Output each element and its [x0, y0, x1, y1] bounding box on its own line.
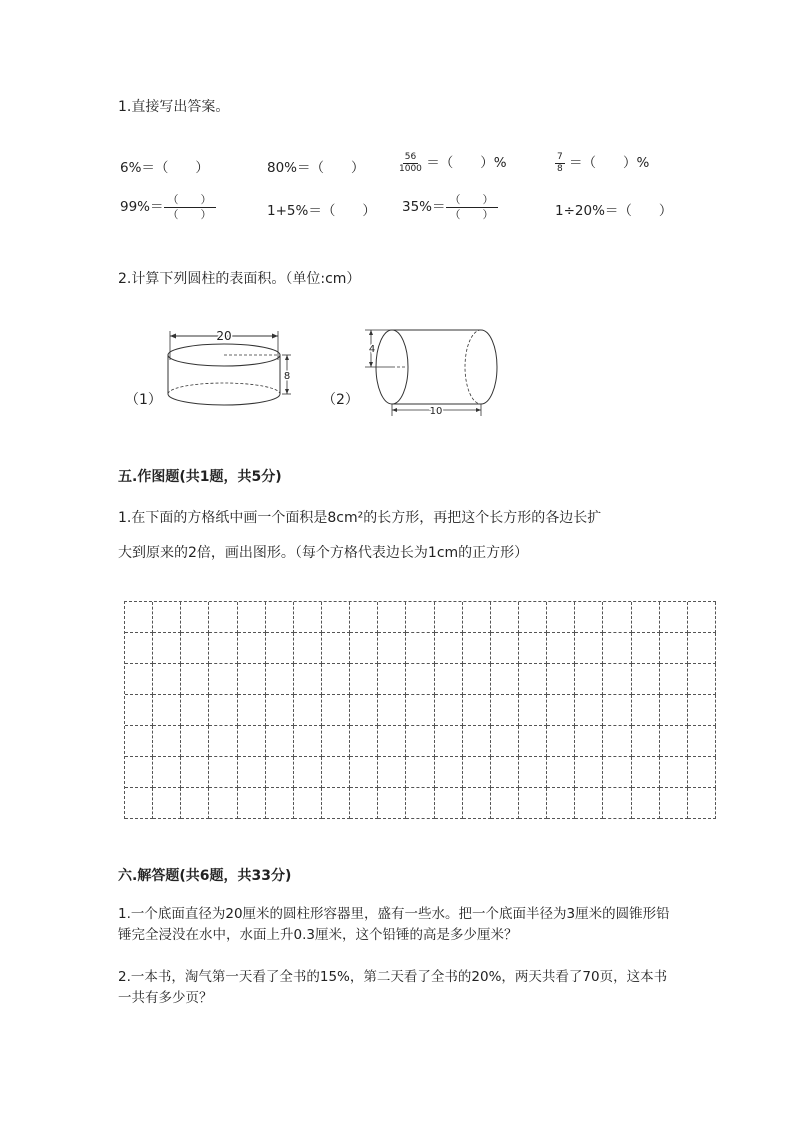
section-five-heading: 五.作图题(共1题，共5分)	[118, 469, 282, 485]
denominator: 8	[557, 163, 563, 174]
equation-80-percent: 80%＝（ ）	[267, 160, 365, 176]
grid-cell[interactable]	[153, 757, 181, 788]
grid-cell[interactable]	[209, 602, 237, 633]
grid-cell[interactable]	[406, 633, 434, 664]
grid-cell[interactable]	[688, 757, 716, 788]
grid-cell[interactable]	[153, 602, 181, 633]
grid-cell[interactable]	[632, 757, 660, 788]
grid-cell[interactable]	[688, 664, 716, 695]
grid-cell[interactable]	[181, 602, 209, 633]
grid-cell[interactable]	[266, 757, 294, 788]
grid-cell[interactable]	[238, 664, 266, 695]
grid-cell[interactable]	[125, 695, 153, 726]
grid-cell[interactable]	[575, 757, 603, 788]
section-six-question-2: 2.一本书，淘气第一天看了全书的15%，第二天看了全书的20%，两天共看了70页，这本书一共有多少页？	[118, 969, 668, 1006]
grid-cell[interactable]	[688, 633, 716, 664]
grid-cell[interactable]	[603, 664, 631, 695]
grid-cell[interactable]	[519, 664, 547, 695]
grid-cell[interactable]	[406, 664, 434, 695]
equation-1-plus-5-percent: 1+5%＝（ ）	[267, 203, 376, 219]
grid-cell[interactable]	[153, 664, 181, 695]
grid-cell[interactable]	[209, 695, 237, 726]
grid-cell[interactable]	[406, 757, 434, 788]
grid-cell[interactable]	[322, 726, 350, 757]
grid-cell[interactable]	[688, 726, 716, 757]
equation-fraction-56-1000	[399, 151, 507, 174]
grid-cell[interactable]	[209, 757, 237, 788]
grid-cell[interactable]	[519, 726, 547, 757]
grid-cell[interactable]	[350, 726, 378, 757]
grid-cell[interactable]	[575, 602, 603, 633]
grid-cell[interactable]	[547, 602, 575, 633]
grid-cell[interactable]	[688, 695, 716, 726]
grid-cell[interactable]	[238, 695, 266, 726]
grid-cell[interactable]	[266, 726, 294, 757]
grid-cell[interactable]	[322, 664, 350, 695]
grid-cell[interactable]	[575, 788, 603, 819]
grid-cell[interactable]	[209, 633, 237, 664]
grid-cell[interactable]	[294, 695, 322, 726]
numerator: 7	[557, 151, 563, 162]
grid-cell[interactable]	[322, 602, 350, 633]
grid-cell[interactable]	[322, 633, 350, 664]
grid-cell[interactable]	[688, 788, 716, 819]
section-five-question-line-2: 大到原来的2倍，画出图形。（每个方格代表边长为1cm的正方形）	[118, 545, 529, 561]
blank-fraction	[446, 194, 498, 220]
grid-cell[interactable]	[153, 726, 181, 757]
grid-cell[interactable]	[378, 633, 406, 664]
equation-rest: ＝（ ）%	[569, 155, 650, 171]
grid-cell[interactable]	[350, 633, 378, 664]
grid-cell[interactable]	[660, 602, 688, 633]
numerator: 56	[404, 151, 417, 162]
grid-cell[interactable]	[378, 788, 406, 819]
grid-cell[interactable]	[660, 664, 688, 695]
grid-cell[interactable]	[632, 664, 660, 695]
grid-cell[interactable]	[406, 695, 434, 726]
grid-cell[interactable]	[350, 602, 378, 633]
grid-cell[interactable]	[547, 664, 575, 695]
numerator-blank: （ ）	[446, 194, 498, 208]
grid-cell[interactable]	[181, 695, 209, 726]
equation-35-percent	[402, 194, 498, 220]
denominator-blank: （ ）	[449, 207, 494, 221]
grid-cell[interactable]	[519, 757, 547, 788]
grid-cell[interactable]	[463, 695, 491, 726]
grid-cell[interactable]	[547, 788, 575, 819]
grid-cell[interactable]	[435, 726, 463, 757]
grid-cell[interactable]	[406, 726, 434, 757]
question-1-title: 1.直接写出答案。	[118, 99, 230, 115]
grid-cell[interactable]	[547, 757, 575, 788]
grid-cell[interactable]	[491, 757, 519, 788]
grid-cell[interactable]	[125, 633, 153, 664]
grid-cell[interactable]	[181, 757, 209, 788]
grid-cell[interactable]	[463, 633, 491, 664]
equation-fraction-7-8	[555, 151, 649, 174]
equation-left: 99%＝	[120, 199, 164, 216]
grid-cell[interactable]	[266, 664, 294, 695]
grid-cell[interactable]	[378, 695, 406, 726]
grid-cell[interactable]	[491, 633, 519, 664]
grid-cell[interactable]	[153, 695, 181, 726]
grid-cell[interactable]	[435, 788, 463, 819]
grid-cell[interactable]	[238, 788, 266, 819]
denominator-blank: （ ）	[167, 207, 212, 221]
grid-cell[interactable]	[238, 633, 266, 664]
grid-cell[interactable]	[660, 726, 688, 757]
grid-cell[interactable]	[350, 788, 378, 819]
grid-cell[interactable]	[463, 757, 491, 788]
grid-cell[interactable]	[603, 726, 631, 757]
grid-cell[interactable]	[519, 633, 547, 664]
grid-cell[interactable]	[238, 602, 266, 633]
grid-cell[interactable]	[322, 757, 350, 788]
grid-cell[interactable]	[491, 664, 519, 695]
grid-cell[interactable]	[406, 788, 434, 819]
grid-cell[interactable]	[575, 695, 603, 726]
height-label: 8	[283, 371, 291, 382]
blank-fraction	[164, 194, 216, 220]
fraction-56-1000	[399, 153, 422, 174]
section-five-question-line-1: 1.在下面的方格纸中画一个面积是8cm²的长方形，再把这个长方形的各边长扩	[118, 510, 602, 526]
denominator: 1000	[399, 163, 422, 174]
grid-cell[interactable]	[603, 633, 631, 664]
grid-cell[interactable]	[519, 602, 547, 633]
grid-cell[interactable]	[603, 695, 631, 726]
grid-cell[interactable]	[491, 602, 519, 633]
section-six-question-1: 1.一个底面直径为20厘米的圆柱形容器里，盛有一些水。把一个底面半径为3厘米的圆锥形铅锤完全浸没在水中，水面上升0.3厘米，这个铅锤的高是多少厘米？	[118, 906, 670, 943]
grid-cell[interactable]	[660, 757, 688, 788]
grid-cell[interactable]	[238, 757, 266, 788]
grid-cell[interactable]	[266, 602, 294, 633]
grid-cell[interactable]	[463, 726, 491, 757]
question-2-title: 2.计算下列圆柱的表面积。（单位:cm）	[118, 271, 361, 287]
grid-cell[interactable]	[266, 633, 294, 664]
grid-cell[interactable]	[378, 726, 406, 757]
grid-cell[interactable]	[632, 602, 660, 633]
grid-cell[interactable]	[294, 726, 322, 757]
grid-cell[interactable]	[435, 757, 463, 788]
grid-cell[interactable]	[322, 695, 350, 726]
grid-cell[interactable]	[463, 664, 491, 695]
figure-2-label: （2）	[322, 392, 359, 408]
grid-cell[interactable]	[294, 788, 322, 819]
grid-cell[interactable]	[266, 788, 294, 819]
section-six-heading: 六.解答题(共6题，共33分)	[118, 868, 292, 884]
grid-cell[interactable]	[181, 726, 209, 757]
grid-cell[interactable]	[209, 664, 237, 695]
equation-left: 35%＝	[402, 199, 446, 216]
grid-cell[interactable]	[575, 664, 603, 695]
grid-cell[interactable]	[660, 695, 688, 726]
grid-cell[interactable]	[435, 695, 463, 726]
grid-cell[interactable]	[547, 726, 575, 757]
grid-cell[interactable]	[181, 788, 209, 819]
grid-cell[interactable]	[491, 788, 519, 819]
grid-cell[interactable]	[378, 757, 406, 788]
grid-cell[interactable]	[603, 757, 631, 788]
equation-6-percent: 6%＝（ ）	[120, 160, 209, 176]
grid-cell[interactable]	[660, 788, 688, 819]
grid-cell[interactable]	[547, 633, 575, 664]
cylinder-figure-2	[360, 322, 505, 420]
grid-cell[interactable]	[350, 695, 378, 726]
numerator-blank: （ ）	[164, 194, 216, 208]
grid-cell[interactable]	[463, 788, 491, 819]
grid-cell[interactable]	[209, 788, 237, 819]
grid-cell[interactable]	[632, 726, 660, 757]
grid-cell[interactable]	[266, 695, 294, 726]
grid-cell[interactable]	[378, 602, 406, 633]
length-label: 10	[429, 406, 443, 417]
grid-cell[interactable]	[294, 757, 322, 788]
grid-cell[interactable]	[575, 633, 603, 664]
equation-rest: ＝（ ）%	[426, 155, 507, 171]
grid-cell[interactable]	[125, 664, 153, 695]
grid-cell[interactable]	[632, 695, 660, 726]
grid-cell[interactable]	[350, 757, 378, 788]
grid-cell[interactable]	[519, 788, 547, 819]
grid-cell[interactable]	[125, 788, 153, 819]
grid-cell[interactable]	[125, 726, 153, 757]
grid-cell[interactable]	[181, 664, 209, 695]
grid-cell[interactable]	[294, 664, 322, 695]
diameter-label: 20	[216, 329, 232, 343]
grid-cell[interactable]	[153, 633, 181, 664]
grid-cell[interactable]	[519, 695, 547, 726]
grid-cell[interactable]	[209, 726, 237, 757]
equation-99-percent	[120, 194, 216, 220]
grid-cell[interactable]	[125, 757, 153, 788]
grid-cell[interactable]	[350, 664, 378, 695]
grid-cell[interactable]	[491, 726, 519, 757]
grid-cell[interactable]	[491, 695, 519, 726]
grid-cell[interactable]	[603, 602, 631, 633]
grid-cell[interactable]	[294, 633, 322, 664]
grid-cell[interactable]	[575, 726, 603, 757]
figure-1-label: （1）	[125, 392, 162, 408]
grid-cell[interactable]	[632, 788, 660, 819]
grid-cell[interactable]	[632, 633, 660, 664]
grid-cell[interactable]	[688, 602, 716, 633]
grid-cell[interactable]	[463, 602, 491, 633]
fraction-7-8	[555, 153, 565, 174]
cylinder-figure-1	[160, 322, 295, 414]
equation-1-div-20-percent: 1÷20%＝（ ）	[555, 203, 673, 219]
grid-cell[interactable]	[125, 602, 153, 633]
grid-cell[interactable]	[660, 633, 688, 664]
grid-cell[interactable]	[435, 633, 463, 664]
grid-cell[interactable]	[238, 726, 266, 757]
grid-cell[interactable]	[406, 602, 434, 633]
grid-cell[interactable]	[378, 664, 406, 695]
grid-cell[interactable]	[294, 602, 322, 633]
grid-paper[interactable]	[124, 601, 716, 819]
grid-cell[interactable]	[603, 788, 631, 819]
grid-cell[interactable]	[322, 788, 350, 819]
grid-cell[interactable]	[435, 664, 463, 695]
grid-cell[interactable]	[153, 788, 181, 819]
grid-cell[interactable]	[181, 633, 209, 664]
radius-label: 4	[368, 344, 376, 355]
grid-cell[interactable]	[435, 602, 463, 633]
grid-cell[interactable]	[547, 695, 575, 726]
